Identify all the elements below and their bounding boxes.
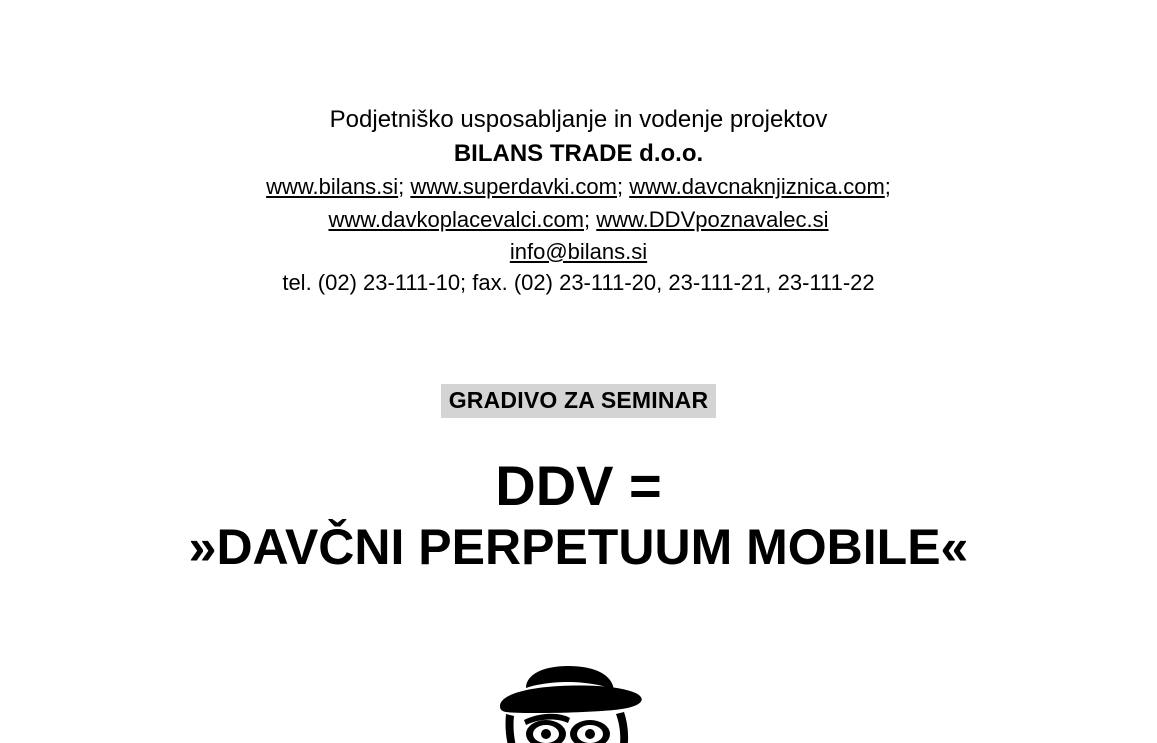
link-separator: ; (884, 174, 891, 200)
cartoon-man-with-hat-icon (464, 660, 694, 743)
seminar-badge-wrap (0, 384, 1157, 418)
link-superdavki-com[interactable]: www.superdavki.com (410, 174, 617, 200)
seminar-material-badge: GRADIVO ZA SEMINAR (441, 384, 717, 418)
illustration-area (0, 660, 1157, 743)
link-separator: ; (617, 174, 630, 200)
email-line (0, 238, 1157, 267)
link-davkoplacevalci-com[interactable]: www.davkoplacevalci.com (328, 206, 584, 232)
document-title (0, 453, 1157, 576)
website-links-row-2 (0, 206, 1157, 235)
website-links-row-1 (0, 173, 1157, 202)
link-email-info[interactable]: info@bilans.si (509, 238, 648, 264)
link-davcnaknjiznica-com[interactable]: www.davcnaknjiznica.com (629, 174, 885, 200)
document-header (0, 0, 1157, 298)
link-separator: ; (584, 206, 597, 232)
phone-fax-line: tel. (02) 23-111-10; fax. (02) 23-111-20, 23-111-21, 23-111-22 (282, 270, 875, 296)
link-ddvpoznavalec-si[interactable]: www.DDVpoznavalec.si (596, 206, 829, 232)
link-bilans-si[interactable]: www.bilans.si (266, 174, 399, 200)
company-name: BILANS TRADE d.o.o. (453, 140, 704, 168)
page-title-line-1: DDV = (495, 453, 662, 517)
link-separator: ; (398, 174, 411, 200)
header-subtitle: Podjetniško usposabljanje in vodenje projektov (329, 106, 828, 133)
page-title-line-2: »DAVČNI PERPETUUM MOBILE« (188, 519, 969, 576)
